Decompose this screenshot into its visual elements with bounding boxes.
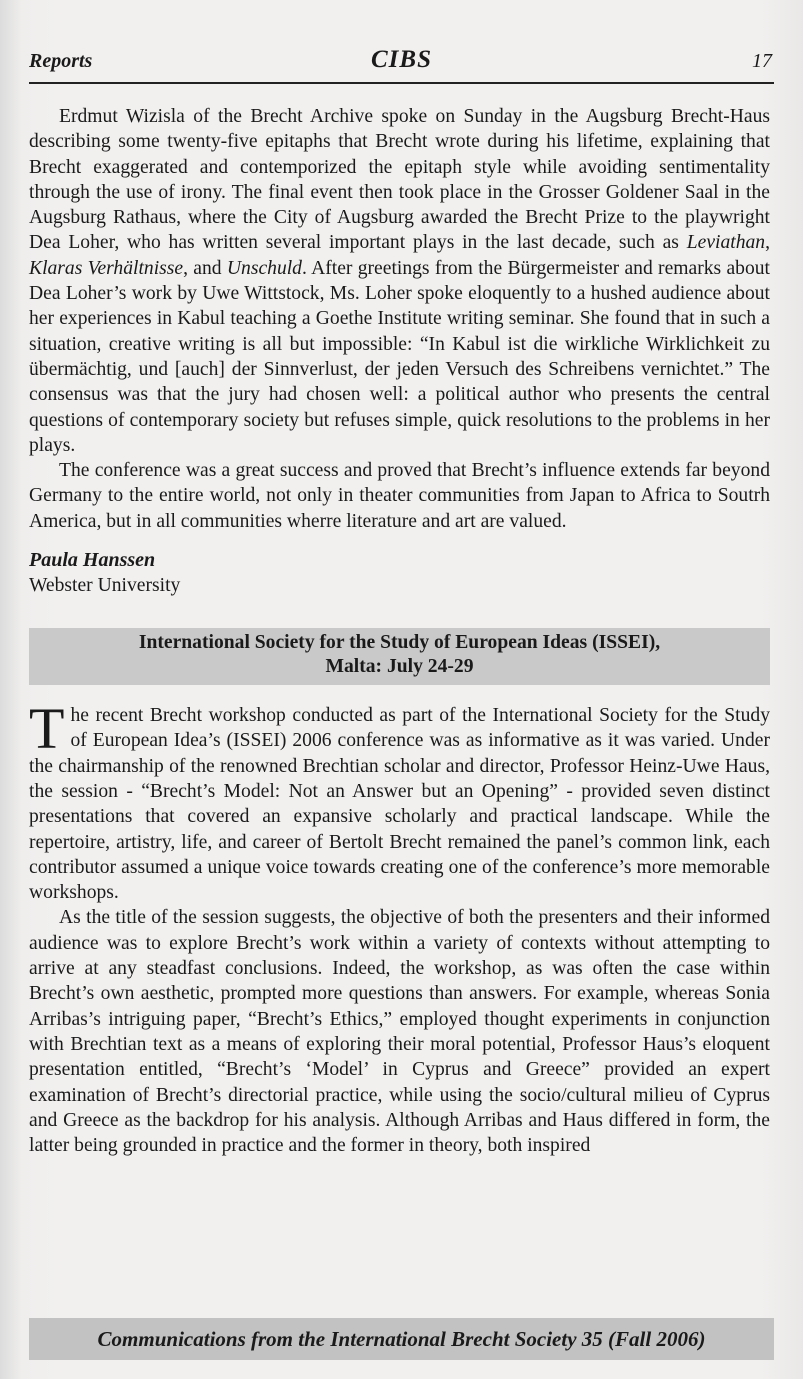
play-title: Unschuld bbox=[226, 257, 302, 279]
page-header bbox=[29, 46, 774, 84]
report-text: Erdmut Wizisla of the Brecht Archive spoke on Sunday in the Augsburg Brecht-Haus describing some twenty-five epitaphs that Brecht wrote during his lifetime, explaining that Brecht exaggerated and contemporized the epitaph style while avoiding sentimentality through the use of irony. The final event then took place in the Grosser Goldener Saal in the Augsburg Rathaus, where the City of Augsburg awarded the Brecht Prize to the playwright Dea Loher, who has written several important plays in the last decade, such as bbox=[29, 106, 770, 254]
article-body bbox=[29, 104, 770, 1158]
report-text: . After greetings from the Bürgermeister and remarks about Dea Loher’s work by Uwe Wittstock, Ms. Loher spoke eloquently to a hushed audience about her experiences in Kabul teaching a Goethe Institute writing seminar. She found that in such a situation, creative writing is all but impossible: “In Kabul ist die wirkliche Wirklichkeit zu übermächtig, und [auch] der Sinnverlust, der jeden Versuch des Schreibens vernichtet.” The consensus was that the jury had chosen well: a political author who presents the central questions of contemporary society but refuses simple, quick resolutions to the problems in her plays. bbox=[29, 257, 770, 456]
issei-paragraph: As the title of the session suggests, the objective of both the presenters and their informed audience was to explore Brecht’s work within a variety of contexts without attempting to arrive at any steadfast conclusions. Indeed, the workshop, as was often the case within Brecht’s own aesthetic, prompted more questions than answers. For example, whereas Sonia Arribas’s intriguing paper, “Brecht’s Ethics,” employed thought experiments in conjunction with Brechtian text as a means of exploring their moral potential, Professor Haus’s eloquent presentation entitled, “Brecht’s ‘Model’ in Cyprus and Greece” provided an expert examination of Brecht’s directorial practice, while using the socio/cultural milieu of Cyprus and Greece as the backdrop for his analysis. Although Arribas and Haus differed in form, the latter being grounded in practice and the former in theory, both inspired bbox=[29, 907, 770, 1157]
issei-body bbox=[29, 696, 770, 1158]
separator: , and bbox=[183, 257, 227, 279]
author-name: Paula Hanssen bbox=[29, 549, 156, 572]
separator: , bbox=[765, 232, 770, 254]
section-heading-line1: International Society for the Study of European Ideas (ISSEI), bbox=[138, 632, 661, 654]
issei-text: he recent Brecht workshop conducted as part of the International Society for the Study of European Idea’s (ISSEI) 2006 conference was as informative as it was varied. Under the chairmanship of the renowned Brechtian scholar and director, Professor Heinz-Uwe Haus, the session - “Brecht’s Model: Not an Answer but an Opening” - provided seven distinct presentations that covered an expansive scholarly and practical landscape. While the repertoire, artistry, life, and career of Bertolt Brecht remained the panel’s common link, each contributor assumed a unique voice towards creating one of the conference’s more memorable workshops. bbox=[29, 705, 770, 904]
journal-title: CIBS bbox=[371, 46, 432, 73]
drop-cap: T bbox=[29, 696, 65, 762]
issei-paragraph bbox=[29, 696, 770, 905]
report-paragraph bbox=[29, 104, 770, 458]
author-affiliation: Webster University bbox=[29, 575, 181, 597]
page-number: 17 bbox=[752, 50, 772, 72]
page-footer: Communications from the International Brecht Society 35 (Fall 2006) bbox=[29, 1318, 774, 1360]
report-paragraph: The conference was a great success and proved that Brecht’s influence extends far beyond Germany to the entire world, not only in theater communities from Japan to Africa to Soutrh America, but in all communities wherre literature and art are valued. bbox=[29, 460, 770, 532]
play-title: Klaras Verhältnisse bbox=[29, 257, 184, 279]
section-label: Reports bbox=[29, 50, 93, 72]
section-heading-line2: Malta: July 24-29 bbox=[325, 656, 474, 678]
section-heading bbox=[29, 628, 770, 685]
play-title: Leviathan bbox=[686, 232, 766, 254]
